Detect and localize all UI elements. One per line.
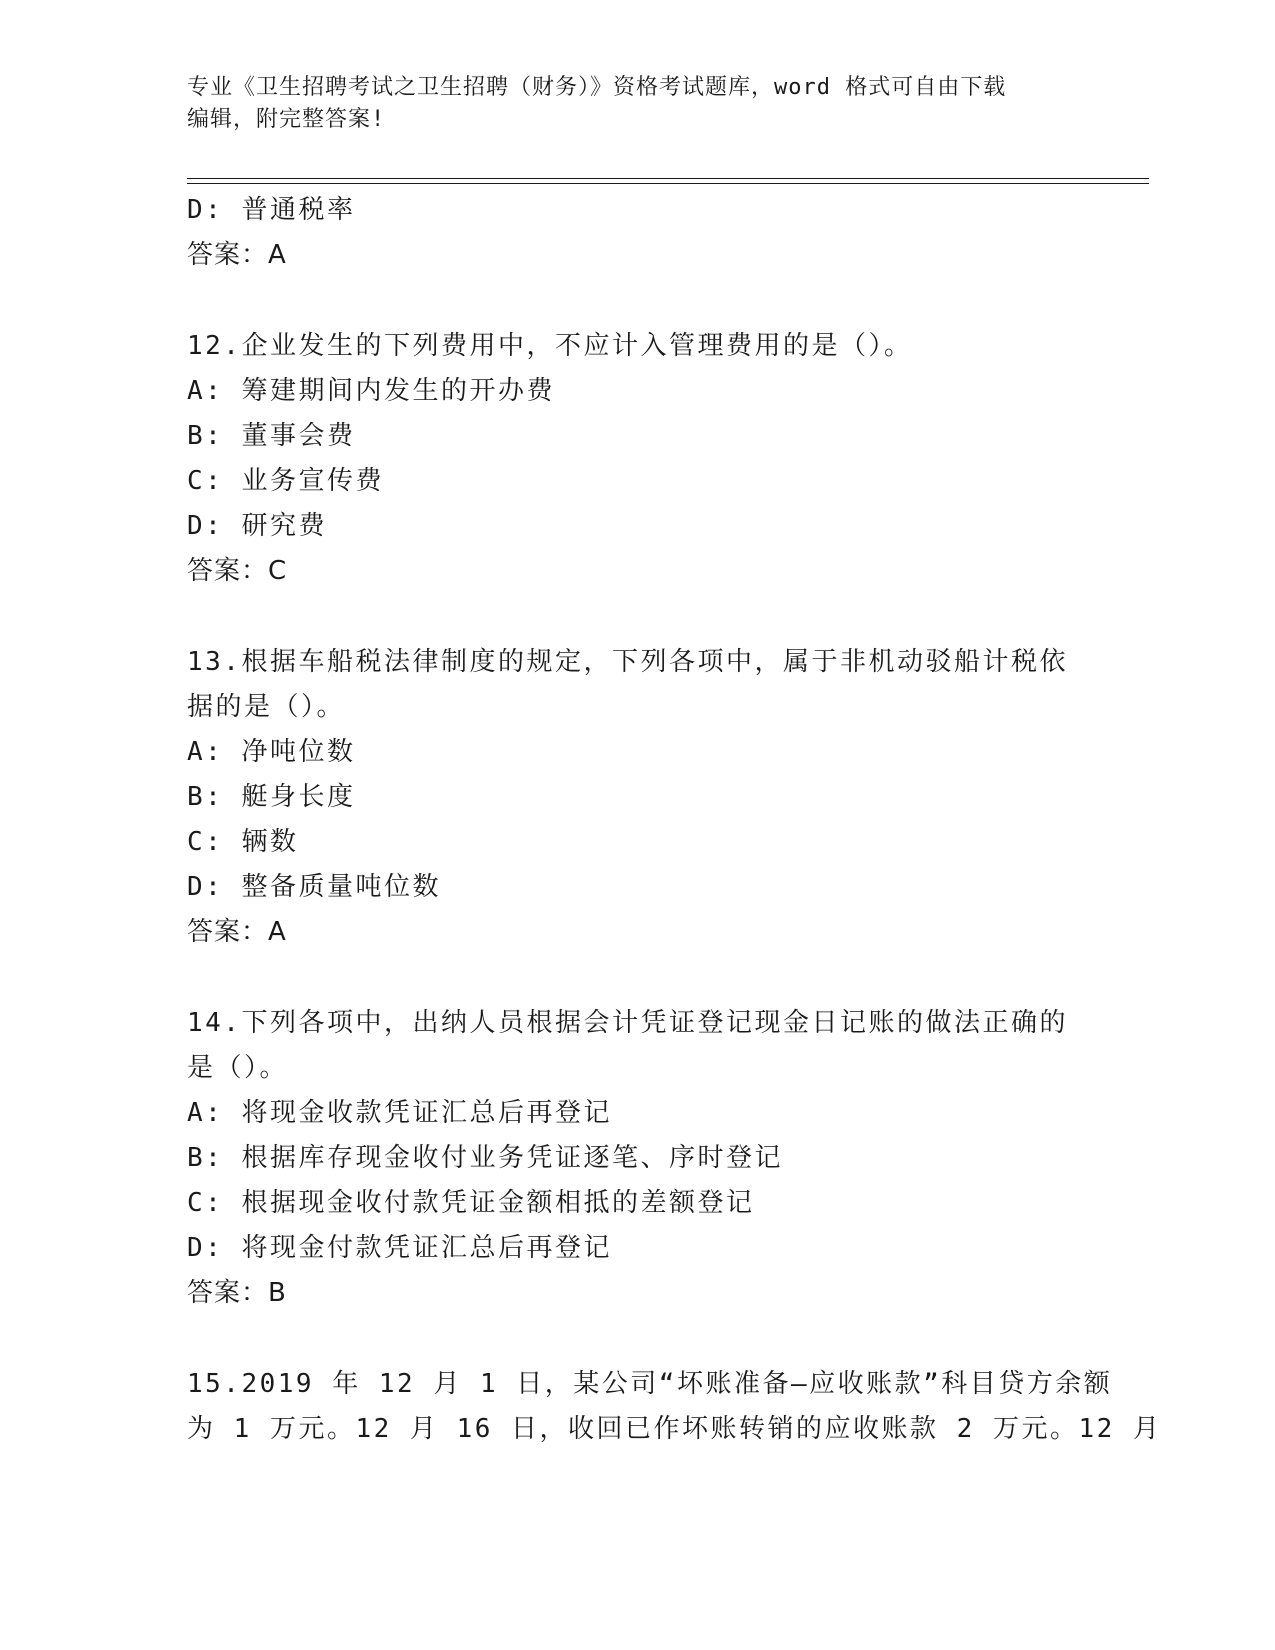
option-d: D: 整备质量吨位数 <box>187 872 441 902</box>
page-header <box>187 72 1067 136</box>
option-c: C: 根据现金收付款凭证金额相抵的差额登记 <box>187 1188 755 1218</box>
header-divider-bottom <box>187 183 1149 184</box>
option-a: A: 将现金收款凭证汇总后再登记 <box>187 1098 612 1128</box>
question-stem: 15.2019 年 12 月 1 日，某公司“坏账准备—应收账款”科目贷方余额 <box>187 1369 1113 1399</box>
header-line-1: 专业《卫生招聘考试之卫生招聘（财务）》资格考试题库，word 格式可自由下载 <box>187 75 1007 100</box>
option-d: D: 研究费 <box>187 511 327 541</box>
question-15 <box>187 1362 1162 1452</box>
prev-option-d: D: 普通税率 <box>187 195 356 225</box>
question-14 <box>187 1001 1087 1316</box>
question-stem-continued: 为 1 万元。12 月 16 日，收回已作坏账转销的应收账款 2 万元。12 月 <box>187 1414 1162 1444</box>
option-a: A: 筹建期间内发生的开办费 <box>187 376 555 406</box>
option-d: D: 将现金付款凭证汇总后再登记 <box>187 1233 612 1263</box>
question-stem: 14.下列各项中，出纳人员根据会计凭证登记现金日记账的做法正确的 <box>187 1008 1068 1038</box>
question-stem: 12.企业发生的下列费用中，不应计入管理费用的是（）。 <box>187 331 913 361</box>
answer: 答案：B <box>187 1278 287 1308</box>
answer: 答案：A <box>187 917 287 947</box>
header-line-2: 编辑，附完整答案! <box>187 107 386 132</box>
option-b: B: 艇身长度 <box>187 782 356 812</box>
question-stem-continued: 是（）。 <box>187 1053 289 1083</box>
option-b: B: 根据库存现金收付业务凭证逐笔、序时登记 <box>187 1143 783 1173</box>
question-12 <box>187 324 1087 594</box>
option-a: A: 净吨位数 <box>187 737 356 767</box>
header-divider-top <box>187 178 1149 179</box>
question-13 <box>187 640 1087 955</box>
question-stem: 13.根据车船税法律制度的规定，下列各项中，属于非机动驳船计税依 <box>187 647 1068 677</box>
question-stem-continued: 据的是（）。 <box>187 692 346 722</box>
answer: 答案：C <box>187 556 288 586</box>
question-content <box>187 188 1162 1452</box>
option-b: B: 董事会费 <box>187 421 356 451</box>
option-c: C: 业务宣传费 <box>187 466 384 496</box>
prev-answer: 答案：A <box>187 240 287 270</box>
option-c: C: 辆数 <box>187 827 299 857</box>
